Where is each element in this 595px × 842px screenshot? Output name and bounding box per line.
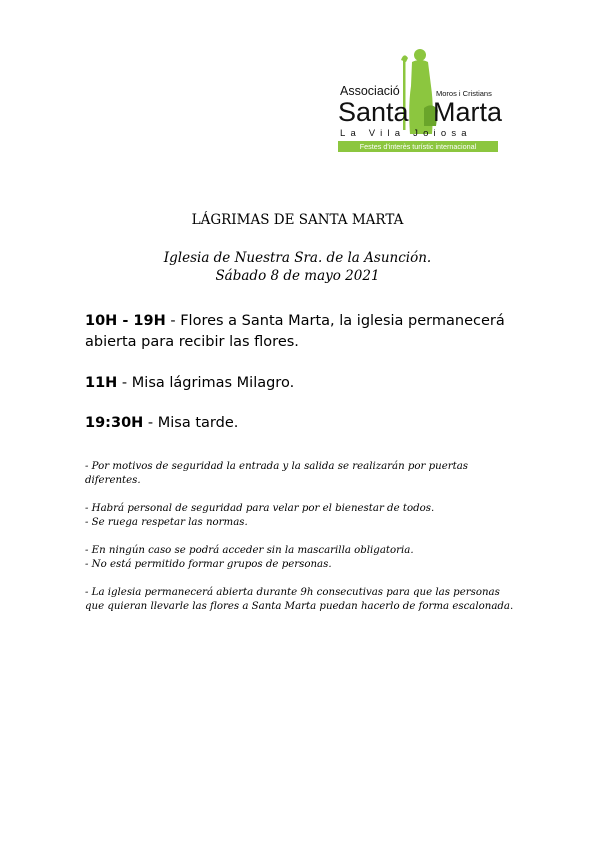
schedule-time: 11H [85,375,118,391]
schedule-text: Misa lágrimas Milagro. [131,375,295,391]
logo-place: La Vila Joiosa [340,128,472,139]
schedule-item [85,311,525,353]
schedule-text: Misa tarde. [157,415,239,431]
note-item: - La iglesia permanecerá abierta durante 9h consecutivas para que las personas que quieran llevarle las flores a Santa Marta puedan hacerlo de forma escalonada. [85,587,514,612]
logo-association-text: Associació [340,84,400,98]
logo-banner [338,141,498,152]
note-item: - Por motivos de seguridad la entrada y la salida se realizarán por puertas diferentes. [85,461,469,486]
schedule-time: 19:30H [85,415,144,431]
schedule-separator: - [143,415,158,431]
schedule-item [85,373,525,394]
note-item: - Habrá personal de seguridad para velar por el bienestar de todos. [85,503,435,514]
schedule-item [85,413,525,434]
notes-section [85,460,515,614]
event-date: Sábado 8 de mayo 2021 [215,268,380,284]
logo-name-right: Marta [433,97,503,127]
logo-moros-text: Moros i Cristians [436,89,492,98]
logo-banner-text: Festes d'interès turístic internacional [359,142,477,151]
note-item: - Se ruega respetar las normas. [85,517,248,528]
schedule-time: 10H - 19H [85,313,166,329]
schedule-separator: - [165,313,181,329]
note-item: - No está permitido formar grupos de personas. [85,559,332,570]
church-name: Iglesia de Nuestra Sra. de la Asunción. [163,250,432,266]
schedule-separator: - [117,375,132,391]
note-item: - En ningún caso se podrá acceder sin la mascarilla obligatoria. [85,545,414,556]
logo-name-left: Santa [338,97,409,127]
association-logo [336,46,502,152]
page-title: LÁGRIMAS DE SANTA MARTA [191,212,404,228]
schedule-text: Flores a Santa Marta, la iglesia permanecerá abierta para recibir las flores. [85,313,505,350]
